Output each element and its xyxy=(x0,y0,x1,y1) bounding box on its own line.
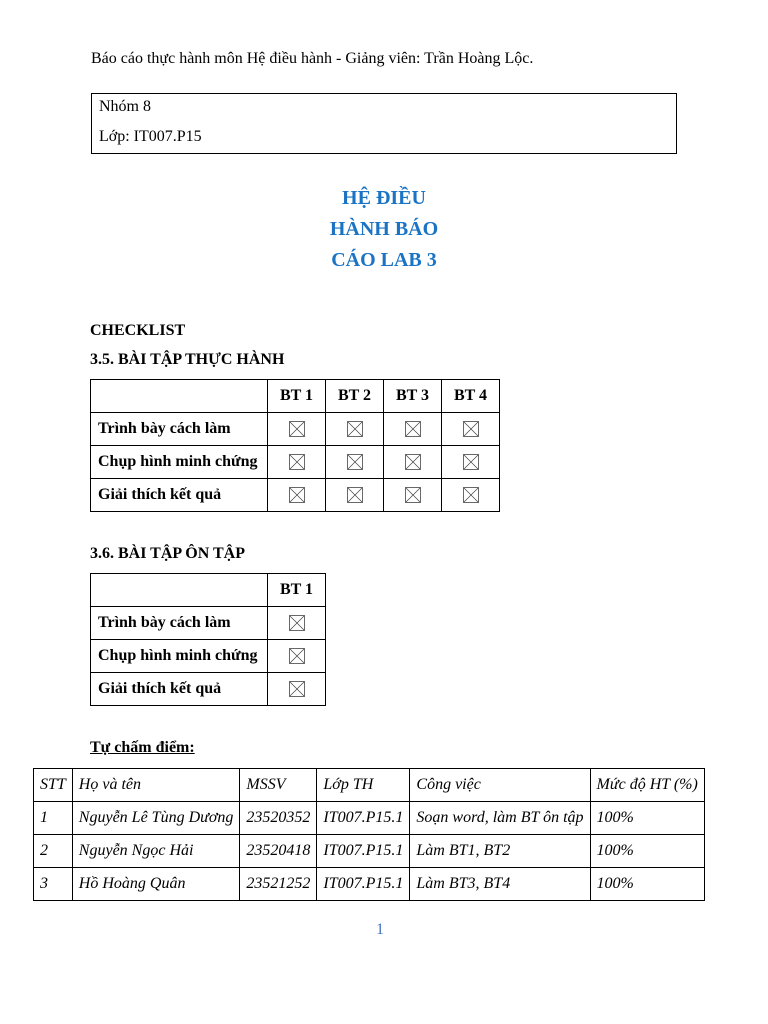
column-header: Lớp TH xyxy=(317,769,410,802)
checkbox-cell xyxy=(442,413,500,446)
table-cell: 3 xyxy=(34,868,73,901)
column-header: BT 1 xyxy=(268,574,326,607)
empty-header-cell xyxy=(91,380,268,413)
table-row xyxy=(91,640,326,673)
table-cell: 100% xyxy=(590,802,704,835)
page-number: 1 xyxy=(376,921,384,938)
table-cell: 1 xyxy=(34,802,73,835)
checked-box-icon[interactable] xyxy=(463,454,479,470)
checkbox-cell xyxy=(384,479,442,512)
checked-box-icon[interactable] xyxy=(347,421,363,437)
self-grading-heading: Tự chấm điểm: xyxy=(90,739,195,756)
table-cell: 100% xyxy=(590,835,704,868)
checkbox-cell xyxy=(442,479,500,512)
table-row xyxy=(91,446,500,479)
checked-box-icon[interactable] xyxy=(463,421,479,437)
table-cell: Làm BT1, BT2 xyxy=(410,835,590,868)
checked-box-icon[interactable] xyxy=(289,454,305,470)
checked-box-icon[interactable] xyxy=(347,454,363,470)
table-cell: 2 xyxy=(34,835,73,868)
group-info-box xyxy=(91,93,677,154)
row-label: Trình bày cách làm xyxy=(91,607,268,640)
table-row xyxy=(34,835,705,868)
self-grading-table xyxy=(33,768,705,901)
column-header: BT 1 xyxy=(268,380,326,413)
checked-box-icon[interactable] xyxy=(289,487,305,503)
table-cell: Nguyễn Ngọc Hải xyxy=(72,835,240,868)
column-header: STT xyxy=(34,769,73,802)
title-line-2: HÀNH BÁO xyxy=(329,218,439,240)
row-label: Trình bày cách làm xyxy=(91,413,268,446)
document-title xyxy=(284,183,484,276)
checkbox-cell xyxy=(326,446,384,479)
checkbox-cell xyxy=(384,446,442,479)
section-35-heading: 3.5. BÀI TẬP THỰC HÀNH xyxy=(90,351,285,368)
table-header-row xyxy=(34,769,705,802)
column-header: BT 4 xyxy=(442,380,500,413)
table-cell: Làm BT3, BT4 xyxy=(410,868,590,901)
section-35-checklist-table xyxy=(90,379,500,512)
table-cell: Nguyễn Lê Tùng Dương xyxy=(72,802,240,835)
column-header: Mức độ HT (%) xyxy=(590,769,704,802)
table-cell: IT007.P15.1 xyxy=(317,835,410,868)
checkbox-cell xyxy=(384,413,442,446)
checkbox-cell xyxy=(268,607,326,640)
checkbox-cell xyxy=(268,673,326,706)
column-header: Công việc xyxy=(410,769,590,802)
column-header: BT 3 xyxy=(384,380,442,413)
checkbox-cell xyxy=(268,446,326,479)
group-name: Nhóm 8 xyxy=(99,98,151,115)
checked-box-icon[interactable] xyxy=(347,487,363,503)
table-row xyxy=(91,413,500,446)
row-label: Chụp hình minh chứng xyxy=(91,640,268,673)
checkbox-cell xyxy=(268,479,326,512)
table-cell: 23520352 xyxy=(240,802,317,835)
title-line-1: HỆ ĐIỀU xyxy=(342,187,426,209)
table-row xyxy=(91,607,326,640)
column-header: Họ và tên xyxy=(72,769,240,802)
section-36-heading: 3.6. BÀI TẬP ÔN TẬP xyxy=(90,545,245,562)
table-header-row xyxy=(91,574,326,607)
empty-header-cell xyxy=(91,574,268,607)
checkbox-cell xyxy=(268,640,326,673)
class-name: Lớp: IT007.P15 xyxy=(99,128,202,145)
checked-box-icon[interactable] xyxy=(463,487,479,503)
table-cell: Hồ Hoàng Quân xyxy=(72,868,240,901)
table-cell: 23520418 xyxy=(240,835,317,868)
table-cell: Soạn word, làm BT ôn tập xyxy=(410,802,590,835)
table-row xyxy=(91,479,500,512)
checked-box-icon[interactable] xyxy=(289,615,305,631)
checklist-heading: CHECKLIST xyxy=(90,322,186,339)
table-header-row xyxy=(91,380,500,413)
table-cell: 23521252 xyxy=(240,868,317,901)
table-row xyxy=(34,868,705,901)
checked-box-icon[interactable] xyxy=(405,421,421,437)
checked-box-icon[interactable] xyxy=(405,454,421,470)
report-header-line: Báo cáo thực hành môn Hệ điều hành - Giảng viên: Trần Hoàng Lộc. xyxy=(91,50,534,67)
row-label: Giải thích kết quả xyxy=(91,479,268,512)
table-row xyxy=(34,802,705,835)
checked-box-icon[interactable] xyxy=(289,648,305,664)
column-header: MSSV xyxy=(240,769,317,802)
checkbox-cell xyxy=(326,479,384,512)
checked-box-icon[interactable] xyxy=(289,681,305,697)
checkbox-cell xyxy=(326,413,384,446)
checkbox-cell xyxy=(442,446,500,479)
table-cell: IT007.P15.1 xyxy=(317,868,410,901)
table-cell: 100% xyxy=(590,868,704,901)
table-row xyxy=(91,673,326,706)
table-cell: IT007.P15.1 xyxy=(317,802,410,835)
section-36-checklist-table xyxy=(90,573,326,706)
row-label: Giải thích kết quả xyxy=(91,673,268,706)
title-line-3: CÁO LAB 3 xyxy=(331,249,437,271)
checkbox-cell xyxy=(268,413,326,446)
checked-box-icon[interactable] xyxy=(405,487,421,503)
column-header: BT 2 xyxy=(326,380,384,413)
checked-box-icon[interactable] xyxy=(289,421,305,437)
row-label: Chụp hình minh chứng xyxy=(91,446,268,479)
